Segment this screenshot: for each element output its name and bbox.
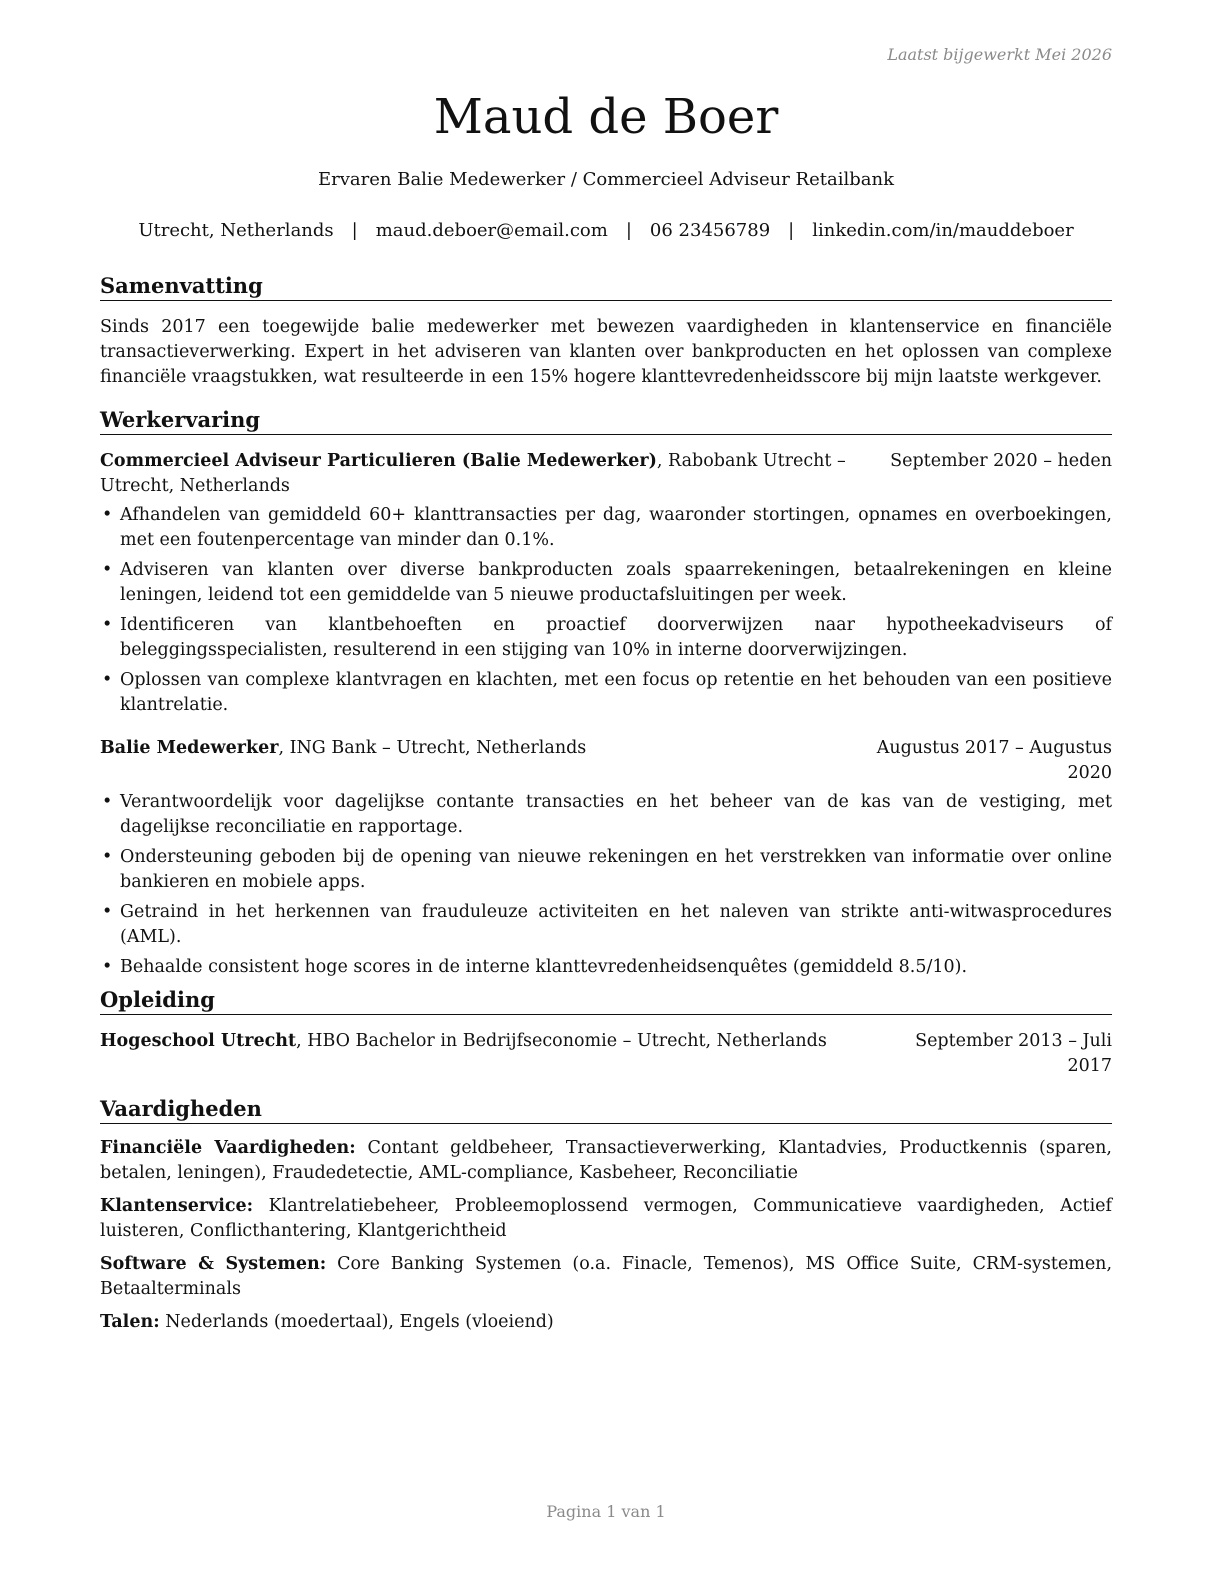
skill-text: Core Banking Systemen (o.a. Finacle, Temenos), MS Office Suite, CRM-systemen, Betaalterminals [100, 1254, 1113, 1299]
education-section [100, 986, 1112, 1079]
skill-label: Software & Systemen: [100, 1254, 327, 1274]
job-title: Commercieel Adviseur Particulieren (Balie Medewerker) [100, 451, 657, 471]
education-heading [100, 1029, 872, 1079]
skill-label: Financiële Vaardigheden: [100, 1138, 356, 1158]
skill-line [100, 1252, 1112, 1302]
section-heading-skills: Vaardigheden [100, 1095, 1112, 1124]
job-title: Balie Medewerker [100, 738, 279, 758]
page-number: Pagina 1 van 1 [546, 1502, 666, 1521]
contact-line [100, 219, 1112, 243]
school-name: Hogeschool Utrecht [100, 1031, 297, 1051]
job-dates: September 2020 – heden [890, 451, 1112, 471]
list-item: • Adviseren van klanten over diverse bankproducten zoals spaarrekeningen, betaalrekeningen en kleine leningen, leidend tot een gemiddelde van 5 nieuwe productafsluitingen per week. [100, 558, 1112, 608]
skill-line [100, 1194, 1112, 1244]
job-title: Ervaren Balie Medewerker / Commercieel Adviseur Retailbank [318, 169, 894, 190]
job-organization: , Rabobank Utrecht – Utrecht, Netherlands [100, 451, 846, 496]
list-item: • Oplossen van complexe klantvragen en klachten, met een focus op retentie en het behouden van een positieve klantrelatie. [100, 668, 1112, 718]
skill-label: Talen: [100, 1312, 160, 1332]
skills-section [100, 1095, 1112, 1335]
education-entry [100, 1029, 1112, 1079]
list-item: • Afhandelen van gemiddeld 60+ klanttransacties per dag, waaronder stortingen, opnames en overboekingen, met een foutenpercentage van minder dan 0.1%. [100, 503, 1112, 553]
skill-text: Nederlands (moedertaal), Engels (vloeiend) [159, 1312, 554, 1332]
contact-phone: 06 23456789 [649, 220, 771, 241]
section-heading-education: Opleiding [100, 986, 1112, 1015]
education-dates: September 2013 – Juli 2017 [915, 1031, 1112, 1076]
contact-linkedin[interactable]: linkedin.com/in/mauddeboer [812, 220, 1074, 241]
list-item: • Identificeren van klantbehoeften en proactief doorverwijzen naar hypotheekadviseurs of beleggingsspecialisten, resulterend in een stijging van 10% in interne doorverwijzingen. [100, 613, 1112, 663]
contact-email[interactable]: maud.deboer@email.com [375, 220, 608, 241]
degree-detail: , HBO Bachelor in Bedrijfseconomie – Utrecht, Netherlands [296, 1031, 827, 1051]
separator: | [625, 220, 632, 241]
last-updated: Laatst bijgewerkt Mei 2026 [887, 45, 1112, 64]
section-heading-experience: Werkervaring [100, 406, 1112, 435]
separator: | [788, 220, 795, 241]
job-dates: Augustus 2017 – Augustus 2020 [876, 738, 1112, 783]
list-item: • Ondersteuning geboden bij de opening van nieuwe rekeningen en het verstrekken van informatie over online bankieren en mobiele apps. [100, 845, 1112, 895]
job-heading [100, 736, 872, 786]
section-heading-summary: Samenvatting [100, 272, 1112, 301]
job-organization: , ING Bank – Utrecht, Netherlands [278, 738, 587, 758]
skill-text: Klantrelatiebeheer, Probleemoplossend vermogen, Communicatieve vaardigheden, Actief luisteren, Conflicthantering, Klantgerichtheid [100, 1196, 1112, 1241]
job-heading [100, 449, 882, 499]
summary-text: Sinds 2017 een toegewijde balie medewerker met bewezen vaardigheden in klantenservice en financiële transactieverwerking. Expert in het adviseren van klanten over bankproducten en het oplossen van complexe financiële vraagstukken, wat resulteerde in een 15% hogere klanttevredenheidsscore bij mijn laatste werkgever. [100, 317, 1112, 387]
job-entry [100, 449, 1112, 718]
skill-line [100, 1136, 1112, 1186]
skill-text: Contant geldbeheer, Transactieverwerking, Klantadvies, Productkennis (sparen, betalen, leningen), Fraudedetectie, AML-compliance, Kasbeheer, Reconciliatie [100, 1138, 1112, 1183]
separator: | [351, 220, 358, 241]
skill-label: Klantenservice: [100, 1196, 254, 1216]
job-bullets [100, 503, 1112, 718]
list-item: • Verantwoordelijk voor dagelijkse contante transacties en het beheer van de kas van de vestiging, met dagelijkse reconciliatie en rapportage. [100, 790, 1112, 840]
job-entry [100, 736, 1112, 980]
experience-section [100, 406, 1112, 985]
skill-line [100, 1310, 1112, 1335]
list-item: • Behaalde consistent hoge scores in de interne klanttevredenheidsenquêtes (gemiddeld 8.5/10). [100, 955, 1112, 980]
resume-page [100, 0, 1112, 1584]
list-item: • Getraind in het herkennen van frauduleuze activiteiten en het naleven van strikte anti-witwasprocedures (AML). [100, 900, 1112, 950]
job-bullets [100, 790, 1112, 980]
summary-section [100, 272, 1112, 390]
person-name: Maud de Boer [433, 89, 779, 145]
contact-location: Utrecht, Netherlands [138, 220, 334, 241]
